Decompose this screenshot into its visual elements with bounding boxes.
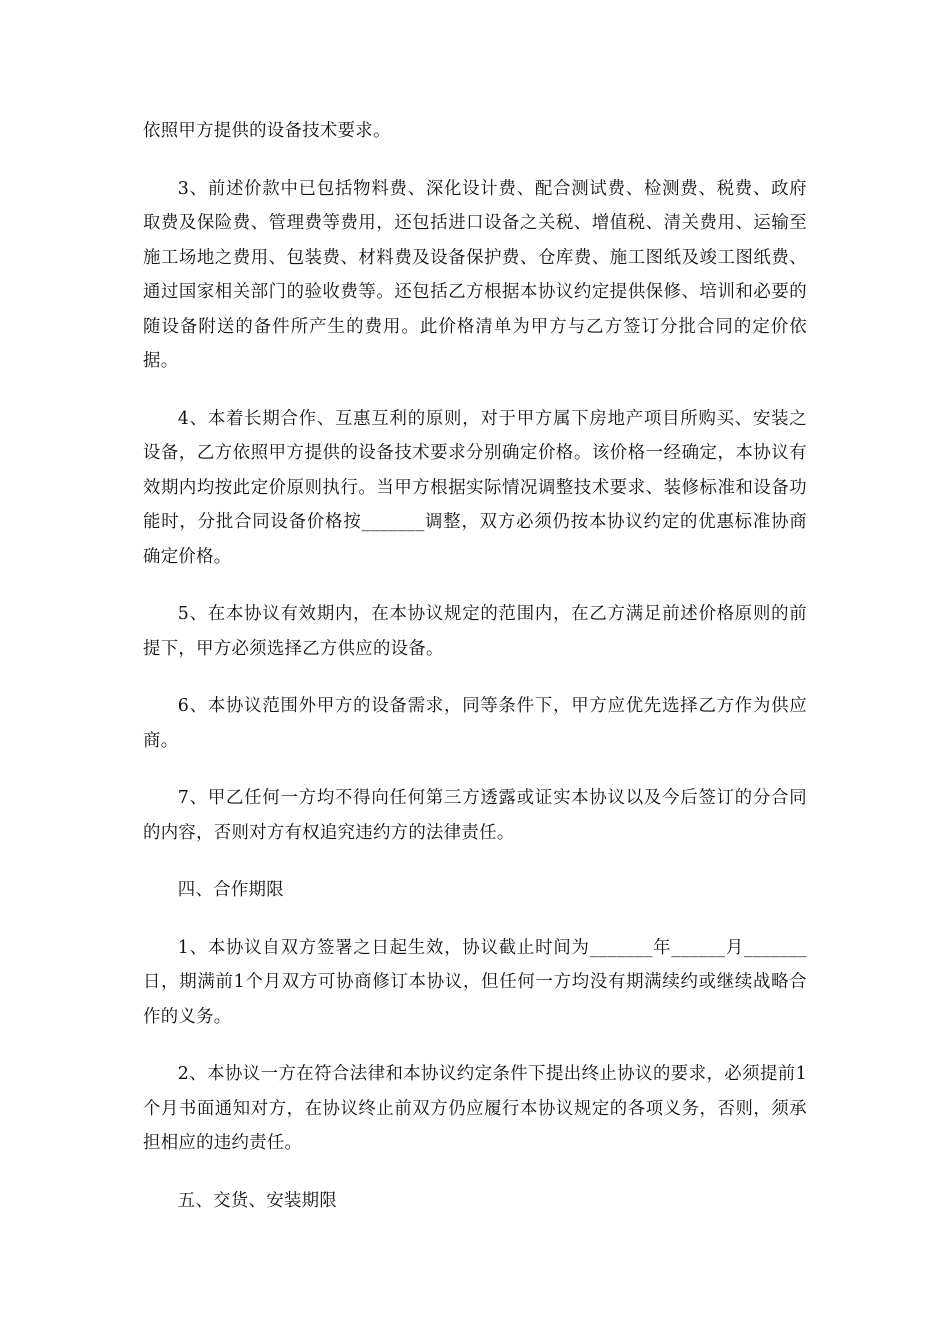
paragraph-clause-5: 5、在本协议有效期内，在本协议规定的范围内，在乙方满足前述价格原则的前提下，甲方必须选择乙方供应的设备。 (143, 604, 807, 659)
document-body (143, 114, 807, 1241)
paragraph-term-clause-1: 1、本协议自双方签署之日起生效，协议截止时间为_______年______月_______日，期满前1个月双方可协商修订本协议，但任何一方均没有期满续约或继续战略合作的义务。 (143, 937, 807, 1027)
paragraph-clause-6: 6、本协议范围外甲方的设备需求，同等条件下，甲方应优先选择乙方作为供应商。 (143, 696, 807, 751)
paragraph-continuation: 依照甲方提供的设备技术要求。 (143, 121, 391, 141)
paragraph-term-clause-2: 2、本协议一方在符合法律和本协议约定条件下提出终止协议的要求，必须提前1个月书面通知对方，在协议终止前双方仍应履行本协议规定的各项义务，否则，须承担相应的违约责任。 (143, 1064, 807, 1153)
section-heading-delivery-installation: 五、交货、安装期限 (177, 1190, 338, 1211)
paragraph-clause-7: 7、甲乙任何一方均不得向任何第三方透露或证实本协议以及今后签订的分合同的内容，否则对方有权追究违约方的法律责任。 (143, 788, 807, 843)
paragraph-clause-4: 4、本着长期合作、互惠互利的原则，对于甲方属下房地产项目所购买、安装之设备，乙方依照甲方提供的设备技术要求分别确定价格。该价格一经确定，本协议有效期内均按此定价原则执行。当甲方根据实际情况调整技术要求、装修标准和设备功能时，分批合同设备价格按_______调整，双方必须仍按本协议约定的优惠标准协商确定价格。 (143, 408, 807, 567)
paragraph-clause-3: 3、前述价款中已包括物料费、深化设计费、配合测试费、检测费、税费、政府取费及保险费、管理费等费用，还包括进口设备之关税、增值税、清关费用、运输至施工场地之费用、包装费、材料费及设备保护费、仓库费、施工图纸及竣工图纸费、通过国家相关部门的验收费等。还包括乙方根据本协议约定提供保修、培训和必要的随设备附送的备件所产生的费用。此价格清单为甲方与乙方签订分批合同的定价依据。 (143, 178, 807, 371)
section-heading-cooperation-term: 四、合作期限 (177, 880, 284, 900)
